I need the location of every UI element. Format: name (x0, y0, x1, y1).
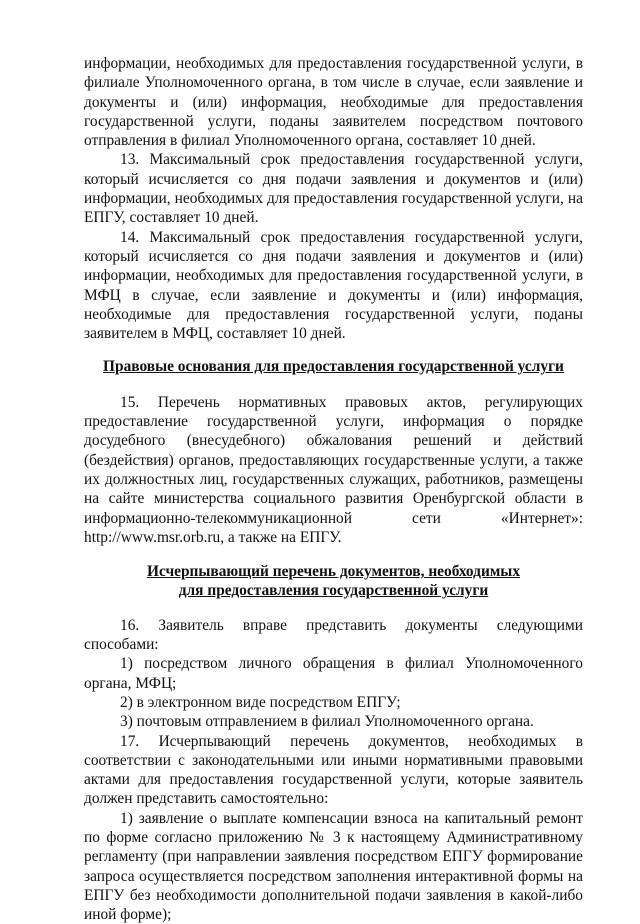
continuation-paragraph: информации, необходимых для предоставления государственной услуги, в филиале Уполномоченного органа, в том числе в случае, если заявление и документы и (или) информация, необходимые для предоставления государственной услуги, поданы заявителем посредством почтового отправления в филиал Уполномоченного органа, составляет 10 дней. (84, 55, 583, 150)
paragraph-16-sub-item-3: 3) почтовым отправлением в филиал Уполномоченного органа. (120, 713, 534, 731)
paragraph-13: 13. Максимальный срок предоставления государственной услуги, который исчисляется со дня подачи заявления и документов и (или) информации, необходимых для предоставления государственной услуги, на ЕПГУ, составляет 10 дней. (84, 151, 583, 227)
section-heading-documents-line-1: Исчерпывающий перечень документов, необходимых (146, 563, 521, 581)
section-heading-legal-basis-text: Правовые основания для предоставления государственной услуги (103, 358, 564, 376)
section-heading-legal-basis (84, 357, 583, 376)
paragraph-16: 16. Заявитель вправе представить документы следующими способами: (84, 616, 583, 654)
paragraph-17: 17. Исчерпывающий перечень документов, необходимых в соответствии с законодательными или иными нормативными правовыми актами для предоставления государственной услуги, которые заявитель должен представить самостоятельно: (84, 732, 583, 808)
section-heading-documents-list (84, 562, 583, 601)
paragraph-14: 14. Максимальный срок предоставления государственной услуги, который исчисляется со дня подачи заявления и документов и (или) информации, необходимых для предоставления государственной услуги, в МФЦ в случае, если заявление и документы и (или) информация, необходимые для предоставления государственной услуги, поданы заявителем в МФЦ, составляет 10 дней. (84, 228, 583, 343)
paragraph-17-sub-item-1: 1) заявление о выплате компенсации взноса на капитальный ремонт по форме согласно приложению № 3 к настоящему Административному регламенту (при направлении заявления посредством ЕПГУ формирование запроса осуществляется посредством заполнения интерактивной формы на ЕПГУ без необходимости дополнительной подачи заявления в какой-либо иной форме); (84, 809, 583, 924)
section-heading-documents-line-2: для предоставления государственной услуги (178, 582, 489, 600)
paragraph-16-sub-item-1: 1) посредством личного обращения в филиал Уполномоченного органа, МФЦ; (84, 655, 583, 692)
paragraph-16-sub-item-2: 2) в электронном виде посредством ЕПГУ; (120, 693, 401, 711)
paragraph-15: 15. Перечень нормативных правовых актов, регулирующих предоставление государственной услуги, информация о порядке досудебного (внесудебного) обжалования решений и действий (бездействия) органов, предоставляющих государственные услуги, а также их должностных лиц, государственных служащих, работников, размещены на сайте министерства социального развития Оренбургской области в информационно-телекоммуникационной сети «Интернет»: http://www.msr.orb.ru, а также на ЕПГУ. (84, 393, 583, 546)
